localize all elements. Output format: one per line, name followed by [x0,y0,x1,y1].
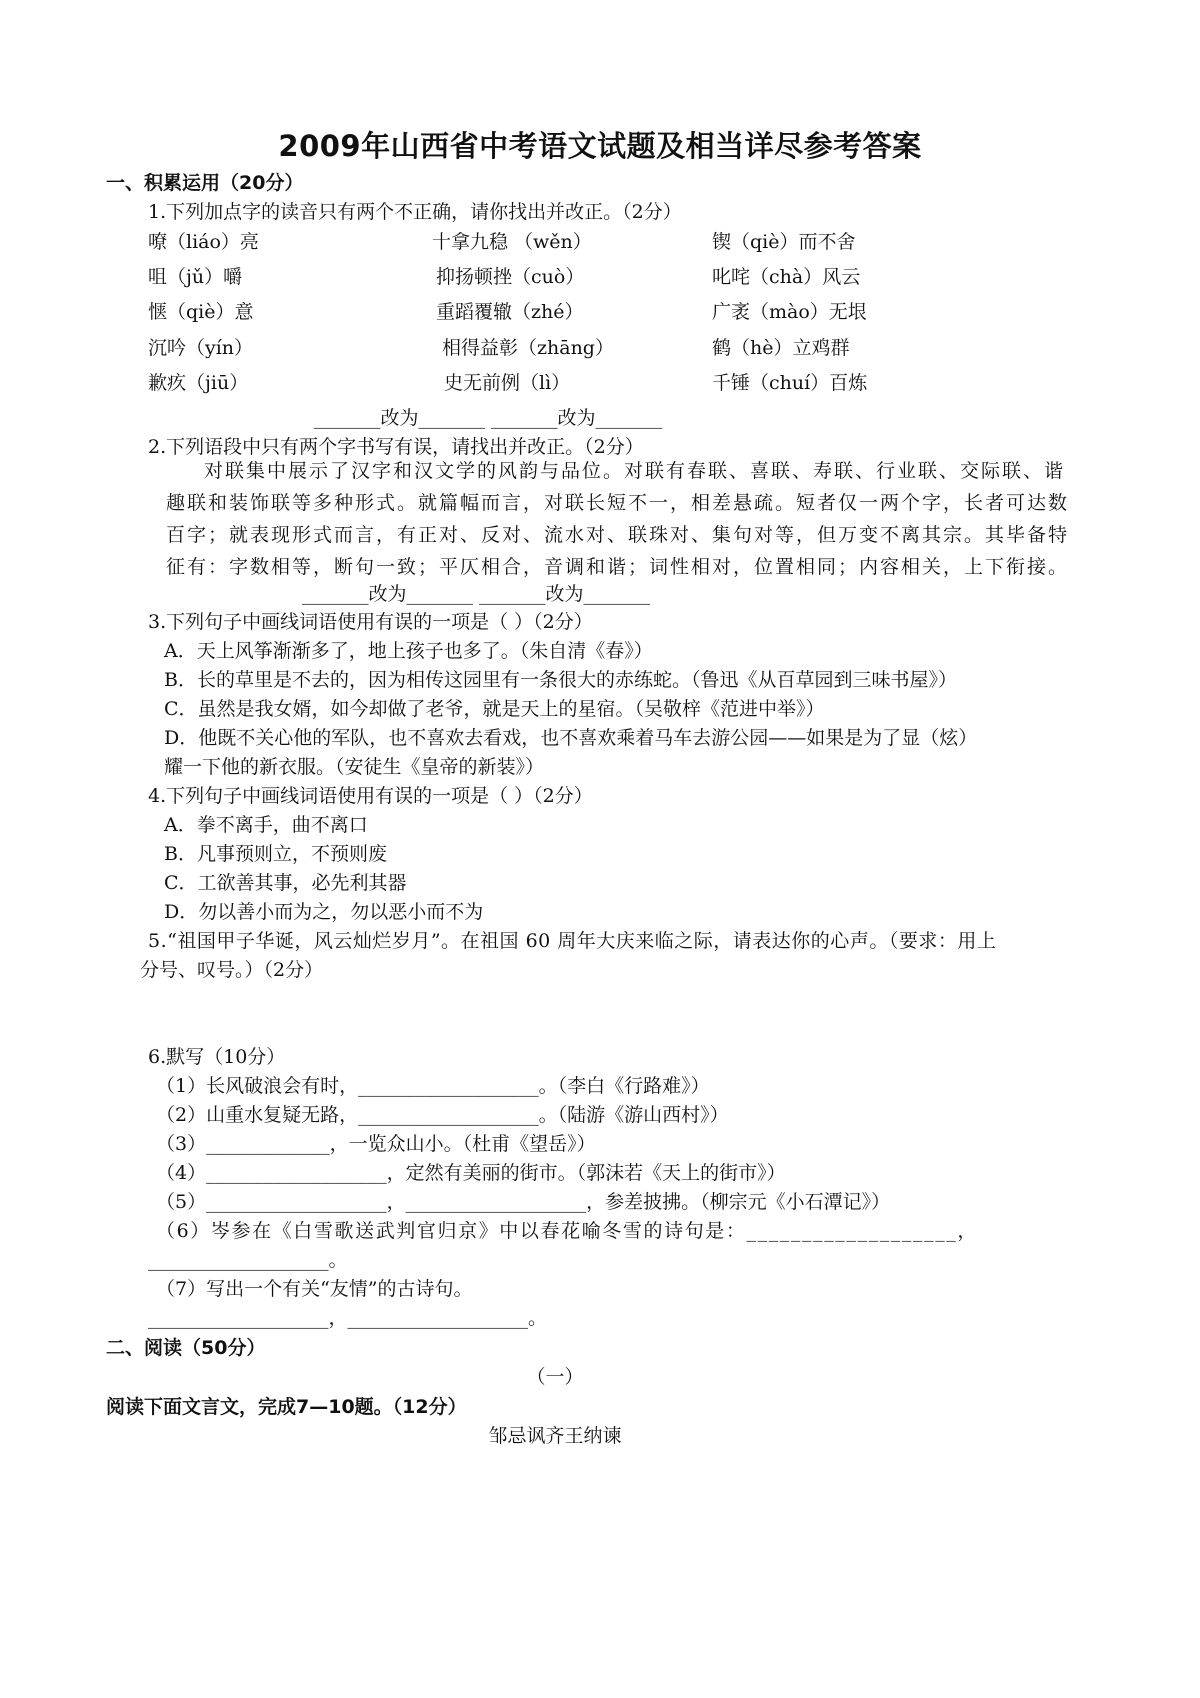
q6-item-4[interactable]: （4）___________________，定然有美丽的街市。（郭沫若《天上的街市》） [156,1162,786,1184]
q6-item-6-cont[interactable]: ___________________。 [148,1249,348,1271]
q1-item: 歉疚（jiū） [148,372,249,394]
reading-instructions: 阅读下面文言文，完成7—10题。（12分） [106,1396,467,1418]
q1-answer-line[interactable]: _______改为_______ _______改为_______ [314,407,663,429]
q2-passage-line: 百字；就表现形式而言，有正对、反对、流水对、联珠对、集句对等，但万变不离其宗。其毕备特 [166,524,1070,546]
q2-answer-line[interactable]: _______改为_______ _______改为_______ [302,583,651,605]
q6-item-5[interactable]: （5）___________________，___________________，参差披拂。（柳宗元《小石潭记》） [156,1191,891,1213]
q1-item: 十拿九稳 （wěn） [432,231,592,253]
q4-option-d: D．勿以善小而为之，勿以恶小而不为 [164,901,484,923]
q6-item-7-answer[interactable]: ___________________，___________________。 [148,1307,548,1329]
q4-option-a: A．拳不离手，曲不离口 [164,814,368,836]
q6-item-6[interactable]: （6）岑参在《白雪歌送武判官归京》中以春花喻冬雪的诗句是：___________________， [156,1220,978,1242]
q1-item: 相得益彰（zhāng） [442,337,614,359]
q1-item: 鹤（hè）立鸡群 [712,337,850,359]
q6-item-3[interactable]: （3）_____________，一览众山小。（杜甫《望岳》） [156,1133,596,1155]
q1-item: 嘹（liáo）亮 [148,231,259,253]
q5-prompt: 5.“祖国甲子华诞，风云灿烂岁月”。在祖国 60 周年大庆来临之际，请表达你的心声。（要求：用上 [148,930,997,952]
q2-passage-line: 对联集中展示了汉字和汉文学的风韵与品位。对联有春联、喜联、寿联、行业联、交际联、谐 [204,460,1066,482]
q1-item: 锲（qiè）而不舍 [712,231,856,253]
q2-passage-line: 趣联和装饰联等多种形式。就篇幅而言，对联长短不一，相差悬疏。短者仅一两个字，长者可达数 [166,492,1070,514]
q1-item: 史无前例（lì） [444,372,571,394]
q5-prompt-cont: 分号、叹号。）（2分） [140,959,324,981]
q6-item-7: （7）写出一个有关“友情”的古诗句。 [156,1278,473,1300]
section2-heading: 二、阅读（50分） [106,1337,266,1359]
q1-item: 千锤（chuí）百炼 [712,372,868,394]
q1-item: 沉吟（yín） [148,337,254,359]
q4-option-b: B．凡事预则立，不预则废 [164,843,387,865]
q6-item-2[interactable]: （2）山重水复疑无路，___________________。（陆游《游山西村》） [156,1104,729,1126]
q1-item: 抑扬顿挫（cuò） [436,266,585,288]
q1-item: 广袤（mào）无垠 [712,301,867,323]
q6-prompt: 6.默写（10分） [148,1046,286,1068]
q3-option-c: C．虽然是我女婿，如今却做了老爷，就是天上的星宿。（吴敬梓《范进中举》） [164,698,825,720]
q1-item: 重蹈覆辙（zhé） [436,301,584,323]
q3-option-a: A．天上风筝渐渐多了，地上孩子也多了。（朱自清《春》） [164,640,653,662]
page-title: 2009年山西省中考语文试题及相当详尽参考答案 [278,129,922,163]
q1-item: 惬（qiè）意 [148,301,254,323]
q4-prompt: 4.下列句子中画线词语使用有误的一项是（ ）（2分） [148,785,593,807]
q3-option-d: D．他既不关心他的军队，也不喜欢去看戏，也不喜欢乘着马车去游公园——如果是为了显（炫） [164,727,978,749]
q1-prompt: 1.下列加点字的读音只有两个不正确，请你找出并改正。（2分） [148,201,682,223]
q1-item: 叱咤（chà）风云 [712,266,861,288]
q3-prompt: 3.下列句子中画线词语使用有误的一项是（ ）（2分） [148,611,593,633]
q1-item: 咀（jǔ）嚼 [148,266,243,288]
q3-option-d-cont: 耀一下他的新衣服。（安徒生《皇帝的新装》） [164,756,545,778]
section1-heading: 一、积累运用（20分） [106,172,304,194]
reading-text-title: 邹忌讽齐王纳谏 [488,1425,622,1447]
q2-prompt: 2.下列语段中只有两个字书写有误，请找出并改正。（2分） [148,436,644,458]
q4-option-c: C．工欲善其事，必先利其器 [164,872,407,894]
q6-item-1[interactable]: （1）长风破浪会有时，___________________。（李白《行路难》） [156,1075,710,1097]
q3-option-b: B．长的草里是不去的，因为相传这园里有一条很大的赤练蛇。（鲁迅《从百草园到三味书屋》） [164,669,957,691]
reading-part-label: （一） [526,1366,584,1388]
q2-passage-line: 征有：字数相等，断句一致；平仄相合，音调和谐；词性相对，位置相同；内容相关，上下衔接。 [166,556,1070,578]
